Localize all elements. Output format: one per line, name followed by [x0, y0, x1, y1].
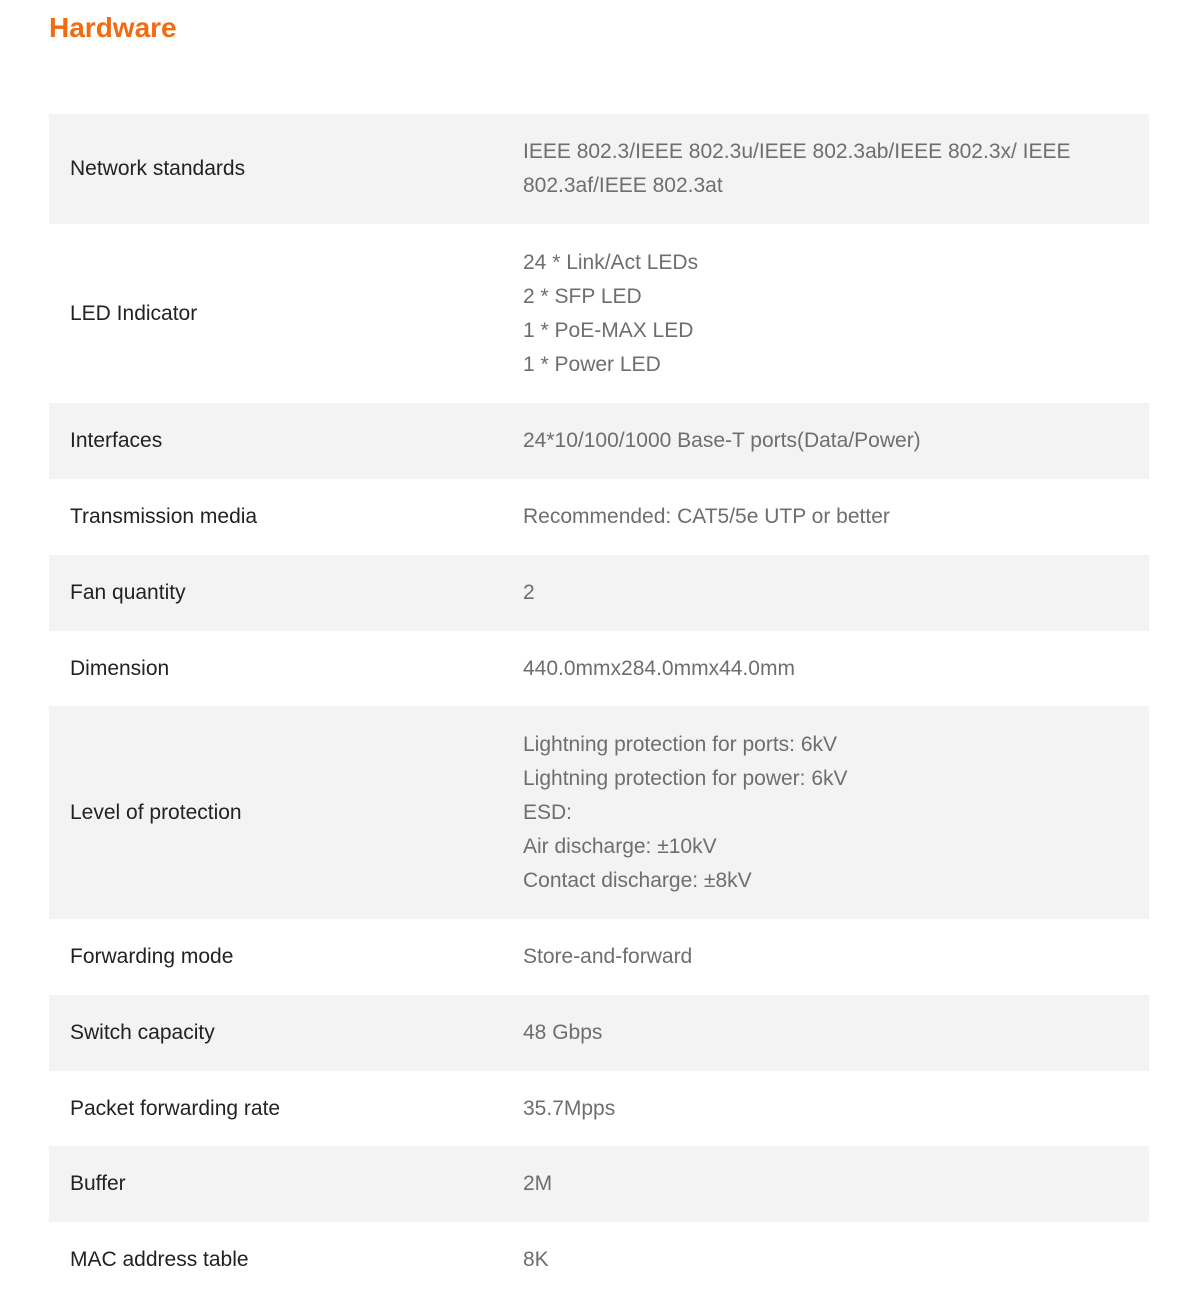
- spec-row-mac-address-table: [49, 1222, 1149, 1298]
- spec-row-switch-capacity: [49, 995, 1149, 1071]
- spec-value: [523, 500, 1149, 534]
- spec-value-line: 8K: [523, 1248, 549, 1271]
- spec-value: [523, 135, 1149, 203]
- spec-value-line: 440.0mmx284.0mmx44.0mm: [523, 656, 795, 680]
- spec-value-line: 24*10/100/1000 Base-T ports(Data/Power): [523, 429, 921, 452]
- spec-value: [523, 1092, 1149, 1126]
- spec-row-level-of-protection: [49, 706, 1149, 919]
- spec-value-line: Lightning protection for power: 6kV: [523, 766, 848, 790]
- spec-row-dimension: [49, 631, 1149, 706]
- spec-value: [523, 1167, 1149, 1201]
- spec-row-fan-quantity: [49, 555, 1149, 631]
- spec-value: [523, 576, 1149, 610]
- spec-label: Interfaces: [70, 429, 163, 452]
- spec-value-line: Recommended: CAT5/5e UTP or better: [523, 505, 890, 528]
- spec-label: Dimension: [70, 656, 170, 680]
- spec-value-line: 1 * PoE-MAX LED: [523, 318, 694, 342]
- spec-value-line: IEEE 802.3/IEEE 802.3u/IEEE 802.3ab/IEEE 802.3x/ IEEE 802.3af/IEEE 802.3at: [523, 140, 1071, 197]
- spec-value-line: ESD:: [523, 800, 573, 824]
- spec-row-interfaces: [49, 403, 1149, 479]
- spec-value: [523, 1243, 1149, 1277]
- spec-row-transmission-media: [49, 479, 1149, 555]
- spec-label: Network standards: [70, 157, 246, 180]
- spec-value-line: 1 * Power LED: [523, 352, 661, 376]
- spec-label: Switch capacity: [70, 1021, 215, 1044]
- spec-label: Forwarding mode: [70, 945, 234, 968]
- spec-value: [523, 246, 1149, 382]
- spec-value-line: 48 Gbps: [523, 1021, 603, 1044]
- spec-label: Fan quantity: [70, 581, 186, 604]
- spec-label: LED Indicator: [70, 301, 198, 325]
- spec-value: [523, 652, 1149, 686]
- spec-value-line: Lightning protection for ports: 6kV: [523, 732, 838, 756]
- spec-label: Transmission media: [70, 505, 258, 528]
- spec-table: [49, 114, 1149, 1298]
- spec-value-line: Contact discharge: ±8kV: [523, 868, 752, 892]
- spec-value-line: 2M: [523, 1172, 553, 1195]
- spec-row-packet-forwarding-rate: [49, 1071, 1149, 1146]
- spec-value: [523, 940, 1149, 974]
- spec-value: [523, 728, 1149, 898]
- spec-value-line: 35.7Mpps: [523, 1096, 616, 1120]
- spec-row-led-indicator: [49, 224, 1149, 403]
- spec-row-network-standards: [49, 114, 1149, 224]
- spec-label: Level of protection: [70, 800, 242, 824]
- spec-value-line: 2 * SFP LED: [523, 284, 642, 308]
- spec-value-line: Air discharge: ±10kV: [523, 834, 717, 858]
- spec-row-buffer: [49, 1146, 1149, 1222]
- spec-label: Packet forwarding rate: [70, 1096, 281, 1120]
- spec-label: Buffer: [70, 1172, 126, 1195]
- section-title: Hardware: [49, 12, 177, 43]
- spec-value-line: 24 * Link/Act LEDs: [523, 250, 699, 274]
- spec-value: [523, 424, 1149, 458]
- spec-label: MAC address table: [70, 1248, 249, 1271]
- spec-value-line: Store-and-forward: [523, 945, 693, 968]
- spec-value: [523, 1016, 1149, 1050]
- spec-row-forwarding-mode: [49, 919, 1149, 995]
- spec-value-line: 2: [523, 581, 535, 604]
